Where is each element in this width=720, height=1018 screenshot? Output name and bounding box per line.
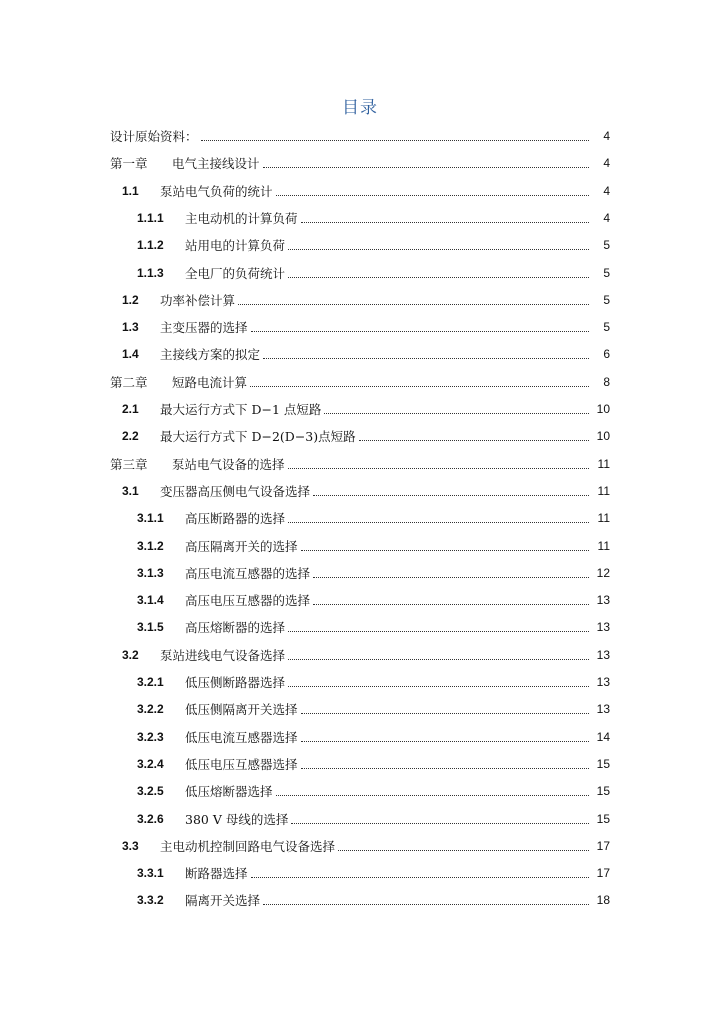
toc-entry-number: 3.1.1	[137, 511, 164, 526]
toc-entry[interactable]	[0, 453, 720, 475]
toc-entry-page-number: 6	[603, 347, 610, 362]
toc-entry-title: 低压电流互感器选择	[185, 729, 298, 745]
toc-entry[interactable]	[0, 753, 720, 775]
toc-entry-number: 3.2.1	[137, 675, 164, 689]
toc-entry-title: 站用电的计算负荷	[185, 238, 286, 254]
dot-leader	[313, 494, 589, 496]
toc-entry-page-number: 4	[603, 156, 610, 171]
dot-leader	[251, 330, 589, 332]
toc-entry-page-number: 11	[597, 483, 610, 498]
toc-entry[interactable]	[0, 234, 720, 256]
toc-entry-page-number: 5	[603, 238, 610, 253]
toc-entry-page-number: 12	[596, 565, 610, 580]
dot-leader	[288, 685, 589, 687]
dot-leader	[301, 712, 589, 714]
toc-entry-title: 泵站进线电气设备选择	[160, 647, 286, 663]
toc-entry[interactable]	[0, 835, 720, 857]
toc-entry-number: 3.2.3	[137, 729, 164, 744]
toc-entry-title: 泵站电气负荷的统计	[160, 183, 273, 199]
toc-entry-number: 3.2	[122, 647, 139, 662]
toc-entry[interactable]	[0, 398, 720, 420]
toc-entry[interactable]	[0, 535, 720, 557]
toc-entry-title: 低压侧隔离开关选择	[185, 702, 298, 718]
toc-entry-number: 1.2	[122, 292, 139, 307]
toc-entry-title: 低压电压互感器选择	[185, 756, 298, 772]
toc-entry-page-number: 4	[603, 129, 610, 143]
toc-entry-number: 1.3	[122, 320, 139, 335]
toc-entry-number: 1.1	[122, 183, 139, 198]
toc-entry-number: 3.3.2	[137, 893, 164, 908]
toc-entry[interactable]	[0, 589, 720, 611]
toc-entry-number: 3.2.2	[137, 702, 164, 717]
toc-entry-title: 电气主接线设计	[172, 156, 260, 172]
toc-entry-title: 高压熔断器的选择	[185, 620, 286, 636]
toc-entry-page-number: 15	[596, 784, 610, 799]
dot-leader	[288, 521, 589, 523]
toc-entry-number: 3.2.4	[137, 756, 164, 771]
toc-entry-title: 变压器高压侧电气设备选择	[160, 483, 311, 499]
toc-entry-number: 3.1.5	[137, 620, 164, 635]
toc-entry-page-number: 10	[596, 429, 610, 444]
dot-leader	[288, 658, 589, 660]
toc-entry-number: 1.1.1	[137, 210, 164, 225]
toc-entry-number: 1.1.2	[137, 238, 164, 253]
toc-entry-page-number: 17	[596, 838, 610, 853]
toc-entry-title: 设计原始资料：	[110, 129, 198, 144]
dot-leader	[313, 576, 589, 578]
toc-entry-number: 3.1.2	[137, 538, 164, 553]
toc-entry-number: 第一章	[110, 156, 148, 172]
dot-leader	[288, 630, 589, 632]
toc-entry-title: 主变压器的选择	[160, 320, 248, 336]
dot-leader	[288, 467, 589, 469]
toc-entry[interactable]	[0, 726, 720, 748]
toc-entry-page-number: 8	[603, 374, 610, 389]
toc-entry[interactable]	[0, 562, 720, 584]
toc-entry[interactable]	[0, 289, 720, 311]
toc-entry-page-number: 13	[596, 620, 610, 635]
toc-entry-page-number: 5	[603, 320, 610, 335]
toc-entry[interactable]	[0, 152, 720, 174]
dot-leader	[263, 357, 589, 359]
toc-entry-number: 2.2	[122, 429, 139, 444]
toc-entry-page-number: 4	[603, 183, 610, 198]
dot-leader	[301, 767, 589, 769]
toc-entry-page-number: 15	[596, 756, 610, 771]
toc-entry[interactable]	[0, 480, 720, 502]
toc-entry-page-number: 18	[596, 893, 610, 908]
toc-entry-number: 1.1.3	[137, 265, 164, 280]
toc-entry-page-number: 13	[596, 702, 610, 717]
toc-entry-page-number: 17	[596, 866, 610, 881]
toc-entry[interactable]	[0, 180, 720, 202]
toc-entry-title: 高压隔离开关的选择	[185, 538, 298, 554]
toc-entry-title: 低压熔断器选择	[185, 784, 273, 800]
toc-entry[interactable]	[0, 862, 720, 884]
toc-entry-page-number: 13	[596, 647, 610, 662]
toc-entry-title: 高压断路器的选择	[185, 511, 286, 527]
toc-entry-title: 短路电流计算	[172, 374, 248, 390]
dot-leader	[201, 139, 589, 141]
dot-leader	[313, 603, 589, 605]
toc-entry-number: 3.2.6	[137, 811, 164, 826]
toc-entry-title: 隔离开关选择	[185, 893, 261, 909]
dot-leader	[276, 194, 589, 196]
toc-entry-title: 380 V 母线的选择	[185, 811, 289, 827]
dot-leader	[338, 849, 589, 851]
toc-entry-title: 主电动机控制回路电气设备选择	[160, 838, 336, 854]
toc-entry-page-number: 10	[596, 402, 610, 416]
toc-entry-title: 主接线方案的拟定	[160, 347, 261, 363]
toc-entry[interactable]	[0, 343, 720, 365]
toc-entry[interactable]	[0, 125, 720, 147]
toc-entry-page-number: 11	[597, 511, 610, 526]
toc-entry-page-number: 11	[597, 538, 610, 553]
dot-leader	[359, 439, 589, 441]
toc-entry[interactable]	[0, 207, 720, 229]
toc-entry-number: 3.1	[122, 483, 139, 498]
toc-entry-number: 3.1.3	[137, 565, 164, 580]
dot-leader	[250, 385, 589, 387]
dot-leader	[288, 248, 589, 250]
toc-entry-number: 1.4	[122, 347, 139, 362]
toc-entry-title: 最大运行方式下 D−2(D−3)点短路	[160, 429, 356, 445]
toc-entry-title: 高压电压互感器的选择	[185, 593, 311, 609]
dot-leader	[263, 166, 589, 168]
toc-entry-title: 断路器选择	[185, 866, 248, 882]
toc-entry-page-number: 13	[596, 675, 610, 689]
dot-leader	[251, 876, 589, 878]
toc-entry-number: 2.1	[122, 402, 139, 416]
toc-entry[interactable]	[0, 808, 720, 830]
toc-entry-number: 3.2.5	[137, 784, 164, 799]
toc-entry-page-number: 4	[603, 210, 610, 225]
toc-entry-title: 功率补偿计算	[160, 292, 236, 308]
dot-leader	[263, 903, 589, 905]
toc-entry-title: 泵站电气设备的选择	[172, 456, 285, 472]
dot-leader	[288, 276, 589, 278]
toc-entry-page-number: 5	[603, 292, 610, 307]
toc-entry[interactable]	[0, 616, 720, 638]
toc-entry-number: 3.3	[122, 838, 139, 853]
toc-entry[interactable]	[0, 371, 720, 393]
toc-entry[interactable]	[0, 698, 720, 720]
toc-entry[interactable]	[0, 425, 720, 447]
toc-entry-title: 高压电流互感器的选择	[185, 565, 311, 581]
toc-entry-page-number: 15	[596, 811, 610, 826]
dot-leader	[291, 822, 589, 824]
dot-leader	[301, 221, 589, 223]
toc-entry[interactable]	[0, 671, 720, 693]
dot-leader	[276, 794, 589, 796]
dot-leader	[324, 412, 589, 414]
toc-entry-title: 全电厂的负荷统计	[185, 265, 286, 281]
dot-leader	[301, 549, 589, 551]
toc-entry-page-number: 13	[596, 593, 610, 608]
toc-entry-page-number: 5	[603, 265, 610, 280]
toc-entry-number: 3.1.4	[137, 593, 164, 608]
toc-entry-page-number: 11	[597, 456, 610, 471]
toc-entry-page-number: 14	[596, 729, 610, 744]
toc-entry-number: 3.3.1	[137, 866, 164, 881]
dot-leader	[238, 303, 589, 305]
toc-entry[interactable]	[0, 507, 720, 529]
toc-entry-number: 第二章	[110, 374, 148, 390]
toc-entry[interactable]	[0, 889, 720, 911]
toc-entry-title: 主电动机的计算负荷	[185, 210, 298, 226]
dot-leader	[301, 740, 589, 742]
toc-title: 目录	[342, 98, 378, 118]
toc-entry-title: 最大运行方式下 D−1 点短路	[160, 402, 322, 417]
toc-entry-number: 第三章	[110, 456, 148, 472]
toc-entry[interactable]	[0, 316, 720, 338]
toc-entry-title: 低压侧断路器选择	[185, 675, 286, 690]
toc-entry[interactable]	[0, 262, 720, 284]
toc-entry[interactable]	[0, 644, 720, 666]
toc-entry[interactable]	[0, 780, 720, 802]
